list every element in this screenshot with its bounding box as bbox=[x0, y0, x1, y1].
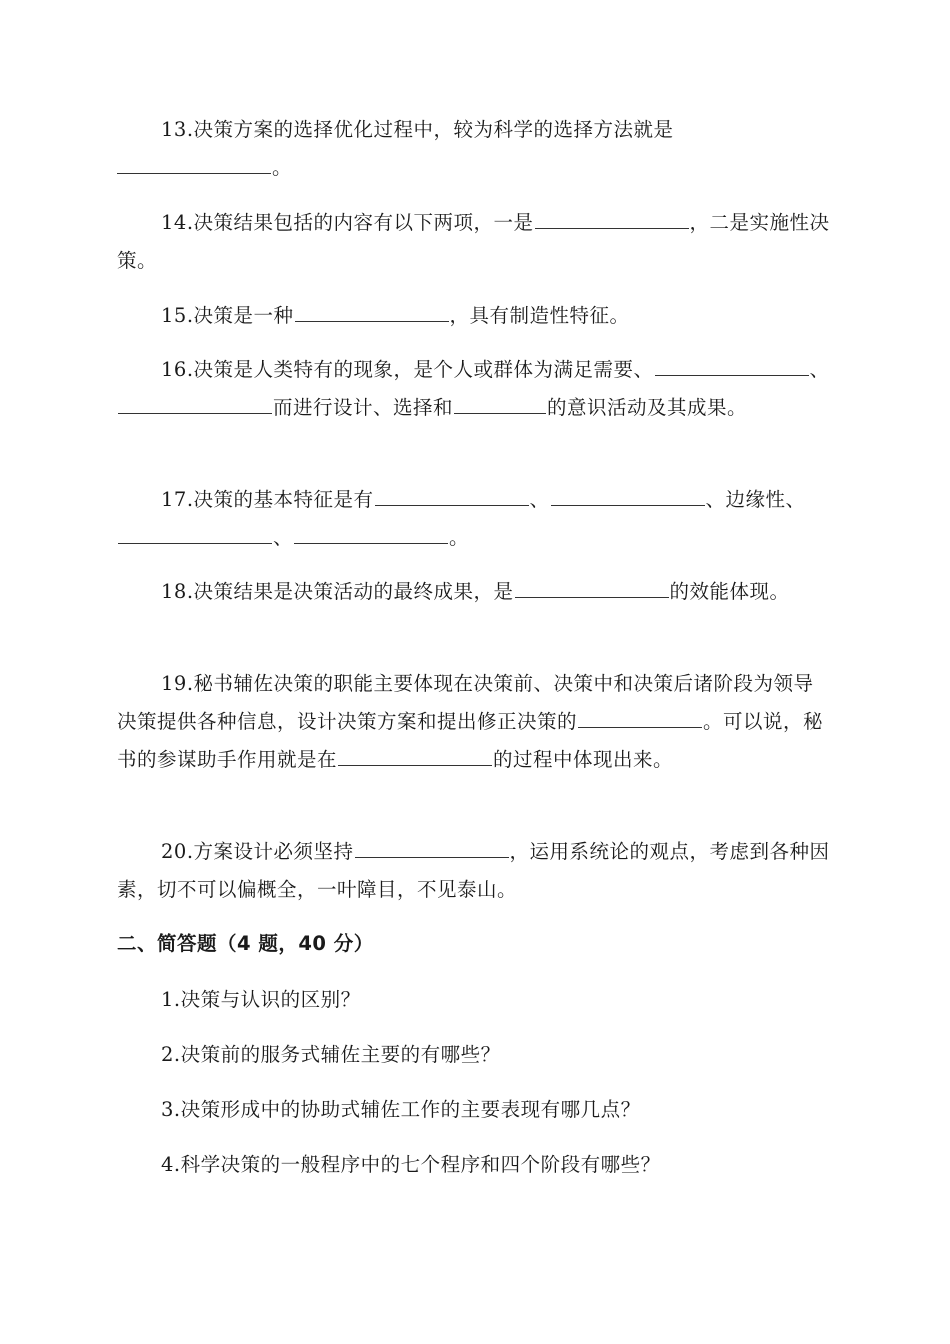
q16-blank-3 bbox=[454, 393, 546, 414]
q14-text: 决策结果包括的内容有以下两项，一是 bbox=[193, 211, 534, 234]
q17-blank-1 bbox=[375, 485, 529, 506]
question-16 bbox=[117, 351, 833, 427]
question-18 bbox=[117, 573, 833, 611]
question-14 bbox=[117, 204, 833, 280]
question-15 bbox=[117, 297, 833, 335]
q15-text: 决策是一种 bbox=[193, 304, 294, 327]
q16-text-b: 、 bbox=[809, 358, 830, 381]
q14-number: 14. bbox=[161, 211, 194, 234]
q19-text-b: 。可以说，秘书的参谋助手作用就是在 bbox=[117, 710, 824, 771]
q17-text-c: 、边缘性、 bbox=[705, 488, 806, 511]
q17-text-b: 、 bbox=[529, 488, 550, 511]
q14-text-end: ，二是实施性决策。 bbox=[117, 211, 830, 272]
q16-text-c: 而进行设计、选择和 bbox=[273, 396, 454, 419]
q16-number: 16. bbox=[161, 358, 194, 381]
q16-text-d: 的意识活动及其成果。 bbox=[547, 396, 748, 419]
q17-text-e: 。 bbox=[449, 526, 470, 549]
q19-blank-1 bbox=[578, 707, 702, 728]
q13-text-end: 。 bbox=[272, 156, 293, 179]
q17-blank-3 bbox=[118, 523, 272, 544]
short-answer-4: 4.科学决策的一般程序中的七个程序和四个阶段有哪些？ bbox=[161, 1153, 661, 1176]
q18-blank bbox=[515, 577, 669, 598]
q20-number: 20. bbox=[161, 840, 194, 863]
question-20 bbox=[117, 833, 833, 909]
section-two-title: 二、简答题（4 题，40 分） bbox=[117, 932, 374, 955]
q13-number: 13. bbox=[161, 118, 194, 141]
q17-text: 决策的基本特征是有 bbox=[193, 488, 374, 511]
q17-number: 17. bbox=[161, 488, 194, 511]
q16-blank-2 bbox=[118, 393, 272, 414]
q18-text: 决策结果是决策活动的最终成果，是 bbox=[193, 580, 514, 603]
short-answer-1: 1.决策与认识的区别？ bbox=[161, 988, 361, 1011]
q17-blank-2 bbox=[551, 485, 705, 506]
short-answer-3: 3.决策形成中的协助式辅佐工作的主要表现有哪几点？ bbox=[161, 1098, 641, 1121]
q13-text: 决策方案的选择优化过程中，较为科学的选择方法就是 bbox=[193, 118, 674, 141]
q20-text-end: ，运用系统论的观点，考虑到各种因素，切不可以偏概全，一叶障目，不见泰山。 bbox=[117, 840, 830, 901]
q19-blank-2 bbox=[338, 745, 492, 766]
q19-number: 19. bbox=[161, 672, 194, 695]
q13-blank bbox=[117, 153, 271, 174]
q19-text-c: 的过程中体现出来。 bbox=[493, 748, 674, 771]
q17-blank-4 bbox=[294, 523, 448, 544]
question-19 bbox=[117, 665, 833, 779]
q15-number: 15. bbox=[161, 304, 194, 327]
q18-number: 18. bbox=[161, 580, 194, 603]
q20-text: 方案设计必须坚持 bbox=[193, 840, 354, 863]
q17-text-d: 、 bbox=[273, 526, 294, 549]
q19-text: 秘书辅佐决策的职能主要体现在决策前、决策中和决策后诸阶段为领导决策提供各种信息，设计决策方案和提出修正决策的 bbox=[117, 672, 814, 733]
question-17 bbox=[117, 481, 833, 557]
q20-blank bbox=[355, 837, 509, 858]
q15-text-end: ，具有制造性特征。 bbox=[449, 304, 630, 327]
q16-text: 决策是人类特有的现象，是个人或群体为满足需要、 bbox=[193, 358, 654, 381]
question-13 bbox=[117, 111, 833, 187]
q16-blank-1 bbox=[655, 355, 809, 376]
q14-blank bbox=[535, 208, 689, 229]
q18-text-end: 的效能体现。 bbox=[669, 580, 790, 603]
q15-blank bbox=[295, 301, 449, 322]
short-answer-2: 2.决策前的服务式辅佐主要的有哪些？ bbox=[161, 1043, 501, 1066]
